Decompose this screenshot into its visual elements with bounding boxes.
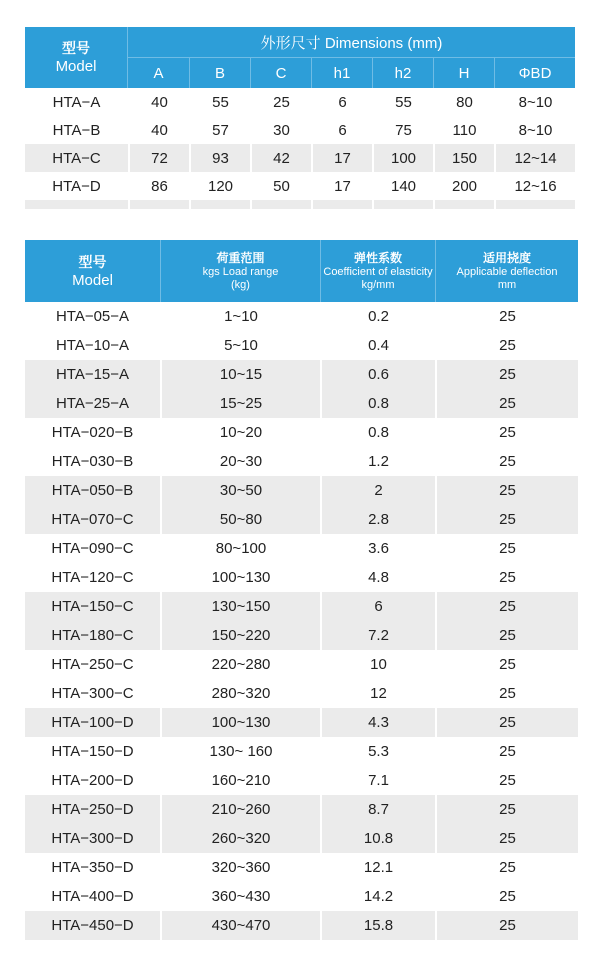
model-cell: HTA−070−C (25, 505, 160, 534)
deflection-cell: 25 (435, 563, 578, 592)
coefficient-cell: 6 (320, 592, 435, 621)
deflection-cell: 25 (435, 389, 578, 418)
stripe-footer-row (25, 200, 575, 209)
deflection-cell: 25 (435, 534, 578, 563)
dimension-value-cell: 75 (372, 116, 433, 144)
load-range-cell: 1~10 (160, 302, 320, 331)
coefficient-cell: 0.8 (320, 389, 435, 418)
model-cell: HTA−350−D (25, 853, 160, 882)
coefficient-header-unit: kg/mm (361, 279, 395, 291)
dimension-column-header: B (189, 58, 250, 88)
model-cell: HTA−450−D (25, 911, 160, 940)
load-range-cell: 320~360 (160, 853, 320, 882)
dimension-column-header: C (250, 58, 311, 88)
table-row (25, 172, 575, 200)
model-cell: HTA−250−C (25, 650, 160, 679)
deflection-cell: 25 (435, 853, 578, 882)
model-header-zh: 型号 (78, 253, 107, 270)
model-column-header (25, 240, 160, 302)
dimension-column-header: h2 (372, 58, 433, 88)
coefficient-cell: 1.2 (320, 447, 435, 476)
coefficient-cell: 0.4 (320, 331, 435, 360)
dimension-column-header: h1 (311, 58, 372, 88)
dimension-value-cell: 80 (433, 88, 494, 116)
deflection-cell: 25 (435, 882, 578, 911)
deflection-cell: 25 (435, 708, 578, 737)
table-row (25, 505, 578, 534)
load-spec-table (25, 240, 578, 940)
deflection-cell: 25 (435, 476, 578, 505)
stripe-footer-cell (25, 200, 128, 209)
deflection-column-header (435, 240, 578, 302)
coefficient-cell: 14.2 (320, 882, 435, 911)
dimension-column-header: H (433, 58, 494, 88)
coefficient-cell: 7.2 (320, 621, 435, 650)
model-cell: HTA−050−B (25, 476, 160, 505)
table-row (25, 360, 578, 389)
load-range-cell: 15~25 (160, 389, 320, 418)
deflection-header-zh: 适用挠度 (482, 251, 531, 265)
stripe-footer-cell (494, 200, 575, 209)
table-row (25, 116, 575, 144)
table-row (25, 88, 575, 116)
coefficient-cell: 10 (320, 650, 435, 679)
deflection-cell: 25 (435, 679, 578, 708)
table-row (25, 882, 578, 911)
dimension-value-cell: 150 (433, 144, 494, 172)
load-range-cell: 280~320 (160, 679, 320, 708)
dimension-column-header: A (128, 58, 189, 88)
deflection-cell: 25 (435, 302, 578, 331)
table-row (25, 144, 575, 172)
table-row (25, 447, 578, 476)
dimension-value-cell: 12~14 (494, 144, 575, 172)
table-row (25, 418, 578, 447)
table-row (25, 679, 578, 708)
deflection-cell: 25 (435, 331, 578, 360)
stripe-footer-cell (128, 200, 189, 209)
model-cell: HTA−150−C (25, 592, 160, 621)
load-range-header-zh: 荷重范围 (216, 251, 265, 265)
model-cell: HTA−300−D (25, 824, 160, 853)
model-cell: HTA−180−C (25, 621, 160, 650)
coefficient-cell: 12.1 (320, 853, 435, 882)
dimension-value-cell: 86 (128, 172, 189, 200)
dimensions-table (25, 27, 575, 209)
coefficient-cell: 15.8 (320, 911, 435, 940)
deflection-cell: 25 (435, 447, 578, 476)
model-cell: HTA−030−B (25, 447, 160, 476)
model-cell: HTA−150−D (25, 737, 160, 766)
stripe-footer-cell (250, 200, 311, 209)
model-cell: HTA−090−C (25, 534, 160, 563)
load-range-cell: 80~100 (160, 534, 320, 563)
coefficient-cell: 5.3 (320, 737, 435, 766)
dimension-value-cell: 30 (250, 116, 311, 144)
deflection-cell: 25 (435, 360, 578, 389)
deflection-header-unit: mm (497, 279, 517, 291)
table-row (25, 766, 578, 795)
deflection-cell: 25 (435, 766, 578, 795)
dimension-value-cell: 72 (128, 144, 189, 172)
table-row (25, 650, 578, 679)
model-header-en: Model (72, 271, 113, 289)
coefficient-cell: 12 (320, 679, 435, 708)
model-cell: HTA−15−A (25, 360, 160, 389)
coefficient-cell: 7.1 (320, 766, 435, 795)
table-row (25, 795, 578, 824)
load-range-cell: 150~220 (160, 621, 320, 650)
coefficient-cell: 2.8 (320, 505, 435, 534)
table-row (25, 534, 578, 563)
coefficient-cell: 0.8 (320, 418, 435, 447)
coefficient-cell: 4.3 (320, 708, 435, 737)
model-cell: HTA−100−D (25, 708, 160, 737)
load-range-cell: 360~430 (160, 882, 320, 911)
dimension-value-cell: 40 (128, 88, 189, 116)
table-row (25, 302, 578, 331)
dimension-value-cell: 12~16 (494, 172, 575, 200)
load-range-cell: 30~50 (160, 476, 320, 505)
load-range-cell: 10~20 (160, 418, 320, 447)
load-range-cell: 430~470 (160, 911, 320, 940)
stripe-footer-cell (189, 200, 250, 209)
coefficient-cell: 0.2 (320, 302, 435, 331)
dimension-value-cell: 120 (189, 172, 250, 200)
dimension-value-cell: 57 (189, 116, 250, 144)
dimension-value-cell: 6 (311, 116, 372, 144)
load-range-cell: 130~150 (160, 592, 320, 621)
dimensions-header-row (25, 27, 575, 58)
table-row (25, 331, 578, 360)
deflection-header-en: Applicable deflection (456, 266, 558, 278)
load-range-cell: 210~260 (160, 795, 320, 824)
model-cell: HTA−200−D (25, 766, 160, 795)
stripe-footer-cell (433, 200, 494, 209)
model-cell: HTA−400−D (25, 882, 160, 911)
model-cell: HTA−C (25, 144, 128, 172)
coefficient-cell: 3.6 (320, 534, 435, 563)
dimension-value-cell: 25 (250, 88, 311, 116)
load-range-cell: 10~15 (160, 360, 320, 389)
dimension-value-cell: 100 (372, 144, 433, 172)
dimension-value-cell: 110 (433, 116, 494, 144)
coefficient-cell: 8.7 (320, 795, 435, 824)
deflection-cell: 25 (435, 592, 578, 621)
dimension-value-cell: 55 (189, 88, 250, 116)
dimensions-group-header: 外形尺寸 Dimensions (mm) (128, 27, 575, 58)
table-row (25, 824, 578, 853)
model-cell: HTA−250−D (25, 795, 160, 824)
deflection-cell: 25 (435, 824, 578, 853)
coefficient-cell: 2 (320, 476, 435, 505)
table-row (25, 476, 578, 505)
dimension-value-cell: 55 (372, 88, 433, 116)
load-range-cell: 20~30 (160, 447, 320, 476)
load-range-cell: 100~130 (160, 563, 320, 592)
dimension-value-cell: 6 (311, 88, 372, 116)
deflection-cell: 25 (435, 911, 578, 940)
table-row (25, 621, 578, 650)
dimension-column-header: ΦBD (494, 58, 575, 88)
deflection-cell: 25 (435, 795, 578, 824)
coefficient-header-zh: 弹性系数 (353, 251, 402, 265)
coefficient-column-header (320, 240, 435, 302)
load-range-header-en: kgs Load range (202, 266, 279, 278)
coefficient-header-en: Coefficient of elasticity (323, 266, 433, 278)
model-cell: HTA−10−A (25, 331, 160, 360)
table-row (25, 737, 578, 766)
model-cell: HTA−25−A (25, 389, 160, 418)
model-cell: HTA−B (25, 116, 128, 144)
load-range-cell: 260~320 (160, 824, 320, 853)
deflection-cell: 25 (435, 650, 578, 679)
load-spec-header-row (25, 240, 578, 302)
dimension-value-cell: 17 (311, 172, 372, 200)
dimension-value-cell: 42 (250, 144, 311, 172)
load-range-header-unit: (kg) (231, 279, 250, 291)
load-range-cell: 50~80 (160, 505, 320, 534)
model-cell: HTA−A (25, 88, 128, 116)
deflection-cell: 25 (435, 505, 578, 534)
model-cell: HTA−D (25, 172, 128, 200)
deflection-cell: 25 (435, 418, 578, 447)
dimension-value-cell: 8~10 (494, 116, 575, 144)
load-range-cell: 130~ 160 (160, 737, 320, 766)
dimension-value-cell: 40 (128, 116, 189, 144)
table-row (25, 563, 578, 592)
table-row (25, 853, 578, 882)
table-row (25, 911, 578, 940)
model-cell: HTA−05−A (25, 302, 160, 331)
model-header-en: Model (55, 58, 97, 75)
load-range-cell: 220~280 (160, 650, 320, 679)
coefficient-cell: 4.8 (320, 563, 435, 592)
dimension-value-cell: 8~10 (494, 88, 575, 116)
stripe-footer-cell (372, 200, 433, 209)
model-cell: HTA−120−C (25, 563, 160, 592)
deflection-cell: 25 (435, 737, 578, 766)
deflection-cell: 25 (435, 621, 578, 650)
load-range-column-header (160, 240, 320, 302)
stripe-footer-cell (311, 200, 372, 209)
dimension-value-cell: 50 (250, 172, 311, 200)
coefficient-cell: 0.6 (320, 360, 435, 389)
model-cell: HTA−300−C (25, 679, 160, 708)
coefficient-cell: 10.8 (320, 824, 435, 853)
load-range-cell: 5~10 (160, 331, 320, 360)
dimension-value-cell: 140 (372, 172, 433, 200)
dimension-value-cell: 17 (311, 144, 372, 172)
load-range-cell: 160~210 (160, 766, 320, 795)
table-row (25, 592, 578, 621)
dimension-value-cell: 93 (189, 144, 250, 172)
table-row (25, 389, 578, 418)
model-cell: HTA−020−B (25, 418, 160, 447)
model-column-header (25, 27, 128, 88)
dimension-value-cell: 200 (433, 172, 494, 200)
load-range-cell: 100~130 (160, 708, 320, 737)
table-row (25, 708, 578, 737)
model-header-zh: 型号 (62, 40, 90, 56)
